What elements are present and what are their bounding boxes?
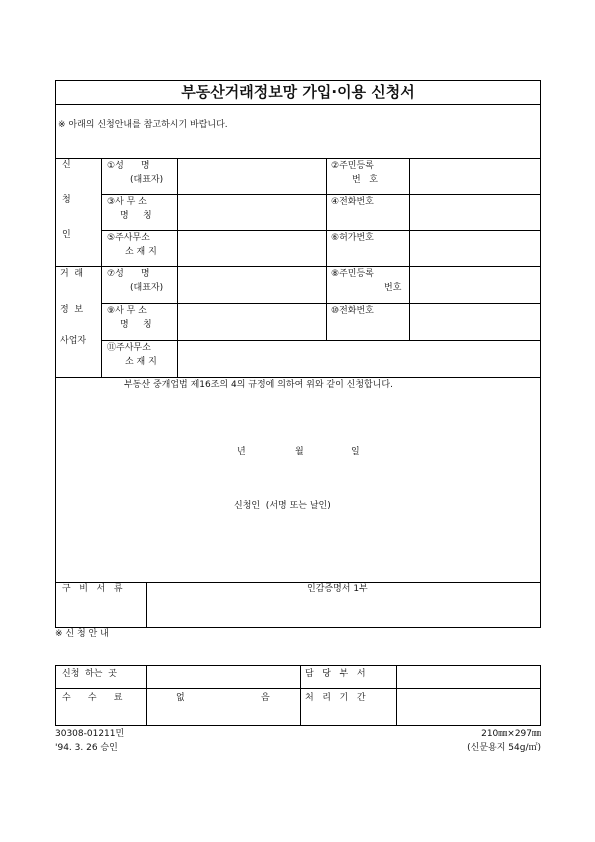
operator-address-label: ⑪주사무소 <box>107 343 151 353</box>
form-notice: ※ 아래의 신청안내를 참고하시기 바랍니다. <box>58 120 228 130</box>
operator-name-label: ⑦성 명 <box>107 269 150 279</box>
footer-paper-size: 210㎜×297㎜ <box>481 729 541 739</box>
operator-side-label-3: 사업자 <box>60 336 87 346</box>
guide-fee-value-1: 없 <box>176 693 185 703</box>
date-year-label: 년 <box>237 447 246 457</box>
operator-side-label-2: 정 보 <box>60 305 84 315</box>
operator-rrn-label: ⑧주민등록 <box>331 269 374 279</box>
applicant-name-field[interactable] <box>178 159 325 193</box>
applicant-side-label-2: 청 <box>62 195 71 205</box>
applicant-license-field[interactable] <box>410 231 540 265</box>
operator-name-sub: (대표자) <box>130 283 164 293</box>
docs-value: 인감증명서 1부 <box>307 584 368 594</box>
guide-dept-label: 담 당 부 서 <box>305 669 366 679</box>
applicant-phone-label: ④전화번호 <box>331 197 374 207</box>
applicant-address-label: ⑤주사무소 <box>107 233 150 243</box>
applicant-office-sub: 명 칭 <box>120 211 152 221</box>
title-divider <box>55 104 541 105</box>
operator-rrn-sub: 번호 <box>384 283 402 293</box>
applicant-address-sub: 소 재 지 <box>125 247 157 257</box>
grid-line <box>326 158 327 266</box>
applicant-license-label: ⑥허가번호 <box>331 233 374 243</box>
operator-address-sub: 소 재 지 <box>125 357 157 367</box>
operator-rrn-field[interactable] <box>410 267 540 302</box>
applicant-address-field[interactable] <box>178 231 325 265</box>
footer-form-number: 30308-01211민 <box>55 729 125 739</box>
application-statement: 부동산 중개업법 제16조의 4의 규정에 의하여 위와 같이 신청합니다. <box>124 380 393 390</box>
operator-office-sub: 명 칭 <box>120 320 152 330</box>
grid-line <box>55 582 541 583</box>
guide-fee-label: 수 수 료 <box>62 693 123 703</box>
applicant-name-sub: (대표자) <box>130 175 164 185</box>
applicant-rrn-field[interactable] <box>410 159 540 193</box>
grid-line <box>146 582 147 628</box>
applicant-office-field[interactable] <box>178 195 325 229</box>
guide-period-label: 처 리 기 간 <box>305 693 366 703</box>
operator-name-field[interactable] <box>178 267 325 302</box>
guide-dept-field[interactable] <box>397 666 540 687</box>
footer-paper-type: (신문용지 54g/㎡) <box>467 743 541 753</box>
operator-phone-field[interactable] <box>410 304 540 339</box>
operator-phone-label: ⑩전화번호 <box>331 306 374 316</box>
guide-period-field[interactable] <box>397 689 540 725</box>
date-day-label: 일 <box>351 447 360 457</box>
docs-label: 구 비 서 류 <box>62 584 123 594</box>
operator-side-label-1: 거 래 <box>60 269 84 279</box>
applicant-name-label: ①성 명 <box>107 161 150 171</box>
grid-line <box>101 158 102 377</box>
operator-office-field[interactable] <box>178 304 325 339</box>
applicant-office-label: ③사 무 소 <box>107 197 147 207</box>
operator-address-field[interactable] <box>178 341 540 376</box>
signature-label: 신청인 (서명 또는 날인) <box>234 501 331 511</box>
applicant-rrn-label: ②주민등록 <box>331 161 374 171</box>
guide-where-label: 신청 하는 곳 <box>62 669 117 679</box>
form-title: 부동산거래정보망 가입·이용 신청서 <box>181 83 415 101</box>
grid-line <box>300 665 301 726</box>
guide-where-field[interactable] <box>147 666 299 687</box>
applicant-side-label-1: 신 <box>62 160 71 170</box>
date-month-label: 월 <box>295 447 304 457</box>
guide-heading: ※ 신 청 안 내 <box>55 629 109 639</box>
applicant-side-label-3: 인 <box>62 230 71 240</box>
applicant-phone-field[interactable] <box>410 195 540 229</box>
operator-office-label: ⑨사 무 소 <box>107 306 147 316</box>
grid-line <box>55 377 541 378</box>
footer-approval: '94. 3. 26 승인 <box>55 743 118 753</box>
applicant-rrn-sub: 번 호 <box>352 175 378 185</box>
guide-fee-value-2: 음 <box>261 693 270 703</box>
grid-line <box>326 266 327 340</box>
